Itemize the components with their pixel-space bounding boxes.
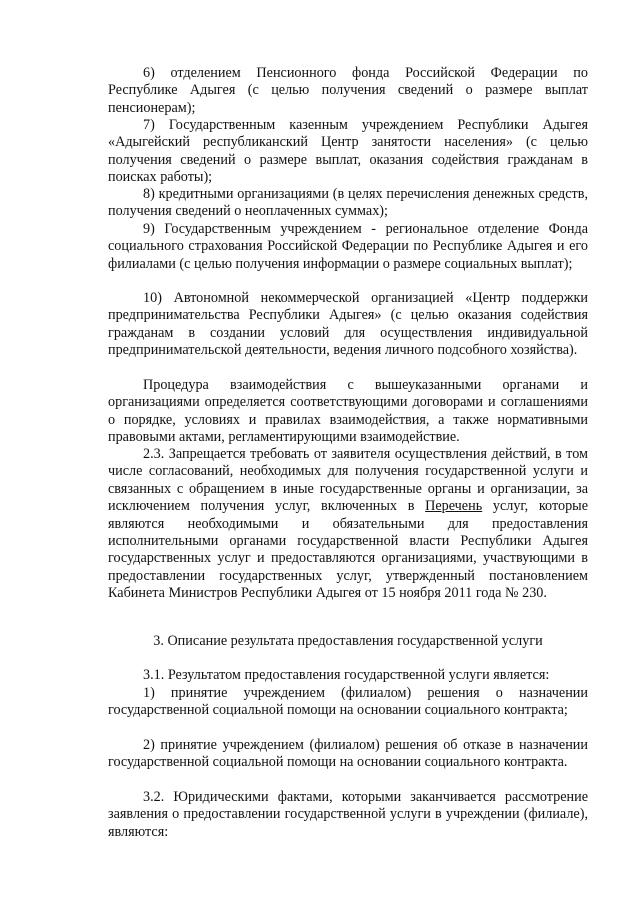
paragraph-3-1: 3.1. Результатом предоставления государственной услуги является:	[143, 667, 550, 683]
paragraph-3-1-item-1: 1) принятие учреждением (филиалом) решения о назначении государственной социальной помощи на основании социального контракта;	[108, 685, 588, 719]
paragraph-procedure: Процедура взаимодействия с вышеуказанными органами и организациями определяется соответствующими договорами и соглашениями о порядке, условиях и правилах взаимодействия, а также нормативными правовыми актами, регламентирующими взаимодействие.	[108, 377, 588, 446]
paragraph-3-1-item-2: 2) принятие учреждением (филиалом) решения об отказе в назначении государственной социальной помощи на основании социального контракта.	[108, 737, 588, 771]
paragraph-item-9: 9) Государственным учреждением - региональное отделение Фонда социального страхования Российской Федерации по Республике Адыгея и его филиалами (с целью получения информации о размере социальных выплат);	[108, 221, 588, 272]
paragraph-item-10: 10) Автономной некоммерческой организацией «Центр поддержки предпринимательства Республики Адыгея» (с целью оказания содействия гражданам в создании условий для осуществления индивидуальной предпринимательской деятельности, ведения личного подсобного хозяйства).	[108, 290, 588, 359]
paragraph-2-3	[108, 446, 588, 603]
section-3-heading: 3. Описание результата предоставления государственной услуги	[153, 633, 543, 649]
paragraph-3-2: 3.2. Юридическими фактами, которыми заканчивается рассмотрение заявления о предоставлении государственной услуги в учреждении (филиале), являются:	[108, 789, 588, 840]
paragraph-item-6: 6) отделением Пенсионного фонда Российской Федерации по Республике Адыгея (с целью получения сведений о размере выплат пенсионерам);	[108, 65, 588, 116]
paragraph-item-7: 7) Государственным казенным учреждением Республики Адыгея «Адыгейский республиканский Центр занятости населения» (с целью получения сведений о размере выплат, оказания содействия гражданам в поисках работы);	[108, 117, 588, 186]
paragraph-2-3-text-end: услуг, которые являются необходимыми и обязательными для предоставления исполнительными органами государственной власти Республики Адыгея государственных услуг и предоставляются организациями, участвующими в предоставлении государственных услуг, утвержденный постановлением Кабинета Министров Республики Адыгея от 15 ноября 2011 года № 230.	[108, 498, 588, 602]
paragraph-2-3-text-start: 2.3. Запрещается требовать от заявителя осуществления действий, в том числе согласований, необходимых для получения государственной услуги и связанных с обращением в иные государственные органы и организации, за исключением получения услуг, включенных в	[108, 446, 588, 515]
perechen-link[interactable]: Перечень	[425, 498, 483, 515]
paragraph-item-8: 8) кредитными организациями (в целях перечисления денежных средств, получения сведений о неоплаченных суммах);	[108, 186, 588, 220]
